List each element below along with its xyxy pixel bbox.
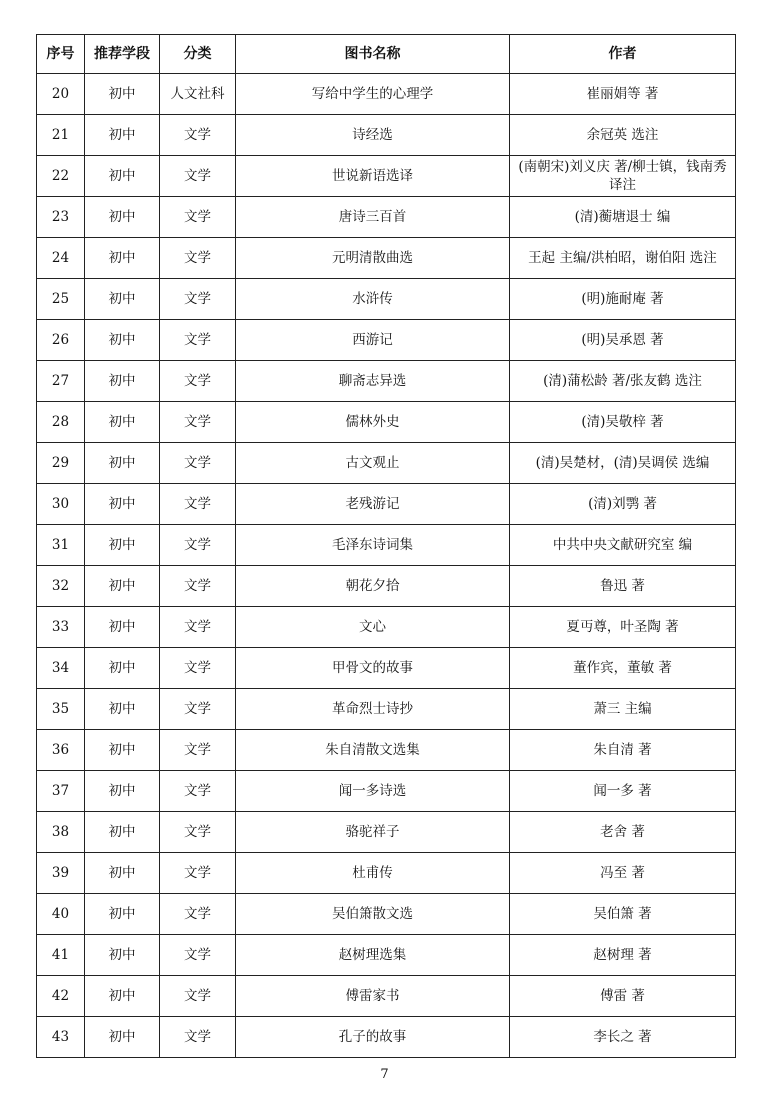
- row-title: 骆驼祥子: [236, 812, 510, 853]
- row-title: 朱自清散文选集: [236, 730, 510, 771]
- table-row: [37, 279, 736, 320]
- table-row: [37, 525, 736, 566]
- row-category: 文学: [160, 976, 236, 1017]
- table-row: [37, 730, 736, 771]
- table-row: [37, 1017, 736, 1058]
- row-stage: 初中: [85, 1017, 160, 1058]
- table-row: [37, 812, 736, 853]
- row-author: (明)吴承恩 著: [510, 320, 736, 361]
- row-number: 20: [37, 74, 85, 115]
- row-title: 世说新语选译: [236, 156, 510, 197]
- row-author: 崔丽娟等 著: [510, 74, 736, 115]
- table-row: [37, 976, 736, 1017]
- row-author: 董作宾，董敏 著: [510, 648, 736, 689]
- table-row: [37, 771, 736, 812]
- row-number: 26: [37, 320, 85, 361]
- row-title: 聊斋志异选: [236, 361, 510, 402]
- book-list-table: [36, 34, 736, 1058]
- row-category: 文学: [160, 894, 236, 935]
- row-stage: 初中: [85, 525, 160, 566]
- row-stage: 初中: [85, 894, 160, 935]
- row-category: 文学: [160, 484, 236, 525]
- row-number: 31: [37, 525, 85, 566]
- header-author: 作者: [510, 35, 736, 74]
- row-title: 傅雷家书: [236, 976, 510, 1017]
- row-title: 儒林外史: [236, 402, 510, 443]
- row-title: 诗经选: [236, 115, 510, 156]
- row-title: 水浒传: [236, 279, 510, 320]
- table-row: [37, 689, 736, 730]
- row-stage: 初中: [85, 115, 160, 156]
- row-stage: 初中: [85, 197, 160, 238]
- table-row: [37, 197, 736, 238]
- row-category: 文学: [160, 730, 236, 771]
- row-number: 29: [37, 443, 85, 484]
- row-stage: 初中: [85, 484, 160, 525]
- table-row: [37, 402, 736, 443]
- row-number: 21: [37, 115, 85, 156]
- row-number: 35: [37, 689, 85, 730]
- row-number: 25: [37, 279, 85, 320]
- table-row: [37, 361, 736, 402]
- row-stage: 初中: [85, 812, 160, 853]
- row-author: (清)蒲松龄 著/张友鹤 选注: [510, 361, 736, 402]
- row-author: (南朝宋)刘义庆 著/柳士镇，钱南秀 译注: [510, 156, 736, 197]
- row-author: 鲁迅 著: [510, 566, 736, 607]
- row-number: 32: [37, 566, 85, 607]
- row-title: 西游记: [236, 320, 510, 361]
- row-title: 唐诗三百首: [236, 197, 510, 238]
- row-number: 41: [37, 935, 85, 976]
- row-number: 33: [37, 607, 85, 648]
- row-title: 杜甫传: [236, 853, 510, 894]
- row-author: 老舍 著: [510, 812, 736, 853]
- row-author: (清)吴楚材，(清)吴调侯 选编: [510, 443, 736, 484]
- row-author: (明)施耐庵 著: [510, 279, 736, 320]
- row-stage: 初中: [85, 648, 160, 689]
- row-category: 文学: [160, 525, 236, 566]
- row-category: 文学: [160, 853, 236, 894]
- row-title: 闻一多诗选: [236, 771, 510, 812]
- row-author: (清)吴敬梓 著: [510, 402, 736, 443]
- row-category: 人文社科: [160, 74, 236, 115]
- row-category: 文学: [160, 402, 236, 443]
- row-author: 闻一多 著: [510, 771, 736, 812]
- table-row: [37, 853, 736, 894]
- row-author: 冯至 著: [510, 853, 736, 894]
- row-author: 朱自清 著: [510, 730, 736, 771]
- table-row: [37, 648, 736, 689]
- page-number: 7: [380, 1067, 389, 1082]
- row-number: 22: [37, 156, 85, 197]
- row-number: 34: [37, 648, 85, 689]
- row-title: 孔子的故事: [236, 1017, 510, 1058]
- table-row: [37, 238, 736, 279]
- row-author: 王起 主编/洪柏昭，谢伯阳 选注: [510, 238, 736, 279]
- row-stage: 初中: [85, 402, 160, 443]
- row-title: 朝花夕拾: [236, 566, 510, 607]
- row-title: 吴伯箫散文选: [236, 894, 510, 935]
- header-row: [37, 35, 736, 74]
- row-title: 革命烈士诗抄: [236, 689, 510, 730]
- row-number: 30: [37, 484, 85, 525]
- row-category: 文学: [160, 566, 236, 607]
- row-stage: 初中: [85, 361, 160, 402]
- row-number: 23: [37, 197, 85, 238]
- row-author: 萧三 主编: [510, 689, 736, 730]
- row-author: (清)刘鹗 著: [510, 484, 736, 525]
- table-row: [37, 74, 736, 115]
- row-stage: 初中: [85, 74, 160, 115]
- header-no: 序号: [37, 35, 85, 74]
- row-title: 元明清散曲选: [236, 238, 510, 279]
- row-category: 文学: [160, 156, 236, 197]
- row-author: 傅雷 著: [510, 976, 736, 1017]
- row-category: 文学: [160, 771, 236, 812]
- table-row: [37, 115, 736, 156]
- header-category: 分类: [160, 35, 236, 74]
- row-stage: 初中: [85, 853, 160, 894]
- row-number: 36: [37, 730, 85, 771]
- row-category: 文学: [160, 115, 236, 156]
- header-stage: 推荐学段: [85, 35, 160, 74]
- row-title: 毛泽东诗词集: [236, 525, 510, 566]
- row-number: 24: [37, 238, 85, 279]
- table-row: [37, 443, 736, 484]
- row-title: 老残游记: [236, 484, 510, 525]
- row-category: 文学: [160, 607, 236, 648]
- row-number: 40: [37, 894, 85, 935]
- row-category: 文学: [160, 197, 236, 238]
- row-number: 28: [37, 402, 85, 443]
- row-category: 文学: [160, 812, 236, 853]
- row-stage: 初中: [85, 238, 160, 279]
- row-stage: 初中: [85, 935, 160, 976]
- row-stage: 初中: [85, 976, 160, 1017]
- row-author: 吴伯箫 著: [510, 894, 736, 935]
- row-title: 甲骨文的故事: [236, 648, 510, 689]
- row-category: 文学: [160, 279, 236, 320]
- row-author: 余冠英 选注: [510, 115, 736, 156]
- table-row: [37, 566, 736, 607]
- row-number: 37: [37, 771, 85, 812]
- row-category: 文学: [160, 443, 236, 484]
- table-row: [37, 484, 736, 525]
- row-number: 27: [37, 361, 85, 402]
- row-title: 古文观止: [236, 443, 510, 484]
- header-title: 图书名称: [236, 35, 510, 74]
- row-category: 文学: [160, 648, 236, 689]
- row-number: 39: [37, 853, 85, 894]
- row-category: 文学: [160, 1017, 236, 1058]
- row-author: (清)蘅塘退士 编: [510, 197, 736, 238]
- row-number: 42: [37, 976, 85, 1017]
- row-title: 写给中学生的心理学: [236, 74, 510, 115]
- row-stage: 初中: [85, 730, 160, 771]
- row-author: 赵树理 著: [510, 935, 736, 976]
- row-category: 文学: [160, 361, 236, 402]
- row-number: 38: [37, 812, 85, 853]
- row-category: 文学: [160, 689, 236, 730]
- row-stage: 初中: [85, 443, 160, 484]
- row-author: 夏丏尊，叶圣陶 著: [510, 607, 736, 648]
- table-row: [37, 156, 736, 197]
- row-category: 文学: [160, 320, 236, 361]
- table-row: [37, 607, 736, 648]
- row-stage: 初中: [85, 156, 160, 197]
- row-stage: 初中: [85, 607, 160, 648]
- row-title: 文心: [236, 607, 510, 648]
- row-stage: 初中: [85, 771, 160, 812]
- table-row: [37, 935, 736, 976]
- row-title: 赵树理选集: [236, 935, 510, 976]
- row-stage: 初中: [85, 320, 160, 361]
- table-body: [37, 74, 736, 1058]
- row-stage: 初中: [85, 689, 160, 730]
- row-author: 中共中央文献研究室 编: [510, 525, 736, 566]
- row-category: 文学: [160, 935, 236, 976]
- table-row: [37, 894, 736, 935]
- table-row: [37, 320, 736, 361]
- row-stage: 初中: [85, 279, 160, 320]
- row-category: 文学: [160, 238, 236, 279]
- row-author: 李长之 著: [510, 1017, 736, 1058]
- row-stage: 初中: [85, 566, 160, 607]
- row-number: 43: [37, 1017, 85, 1058]
